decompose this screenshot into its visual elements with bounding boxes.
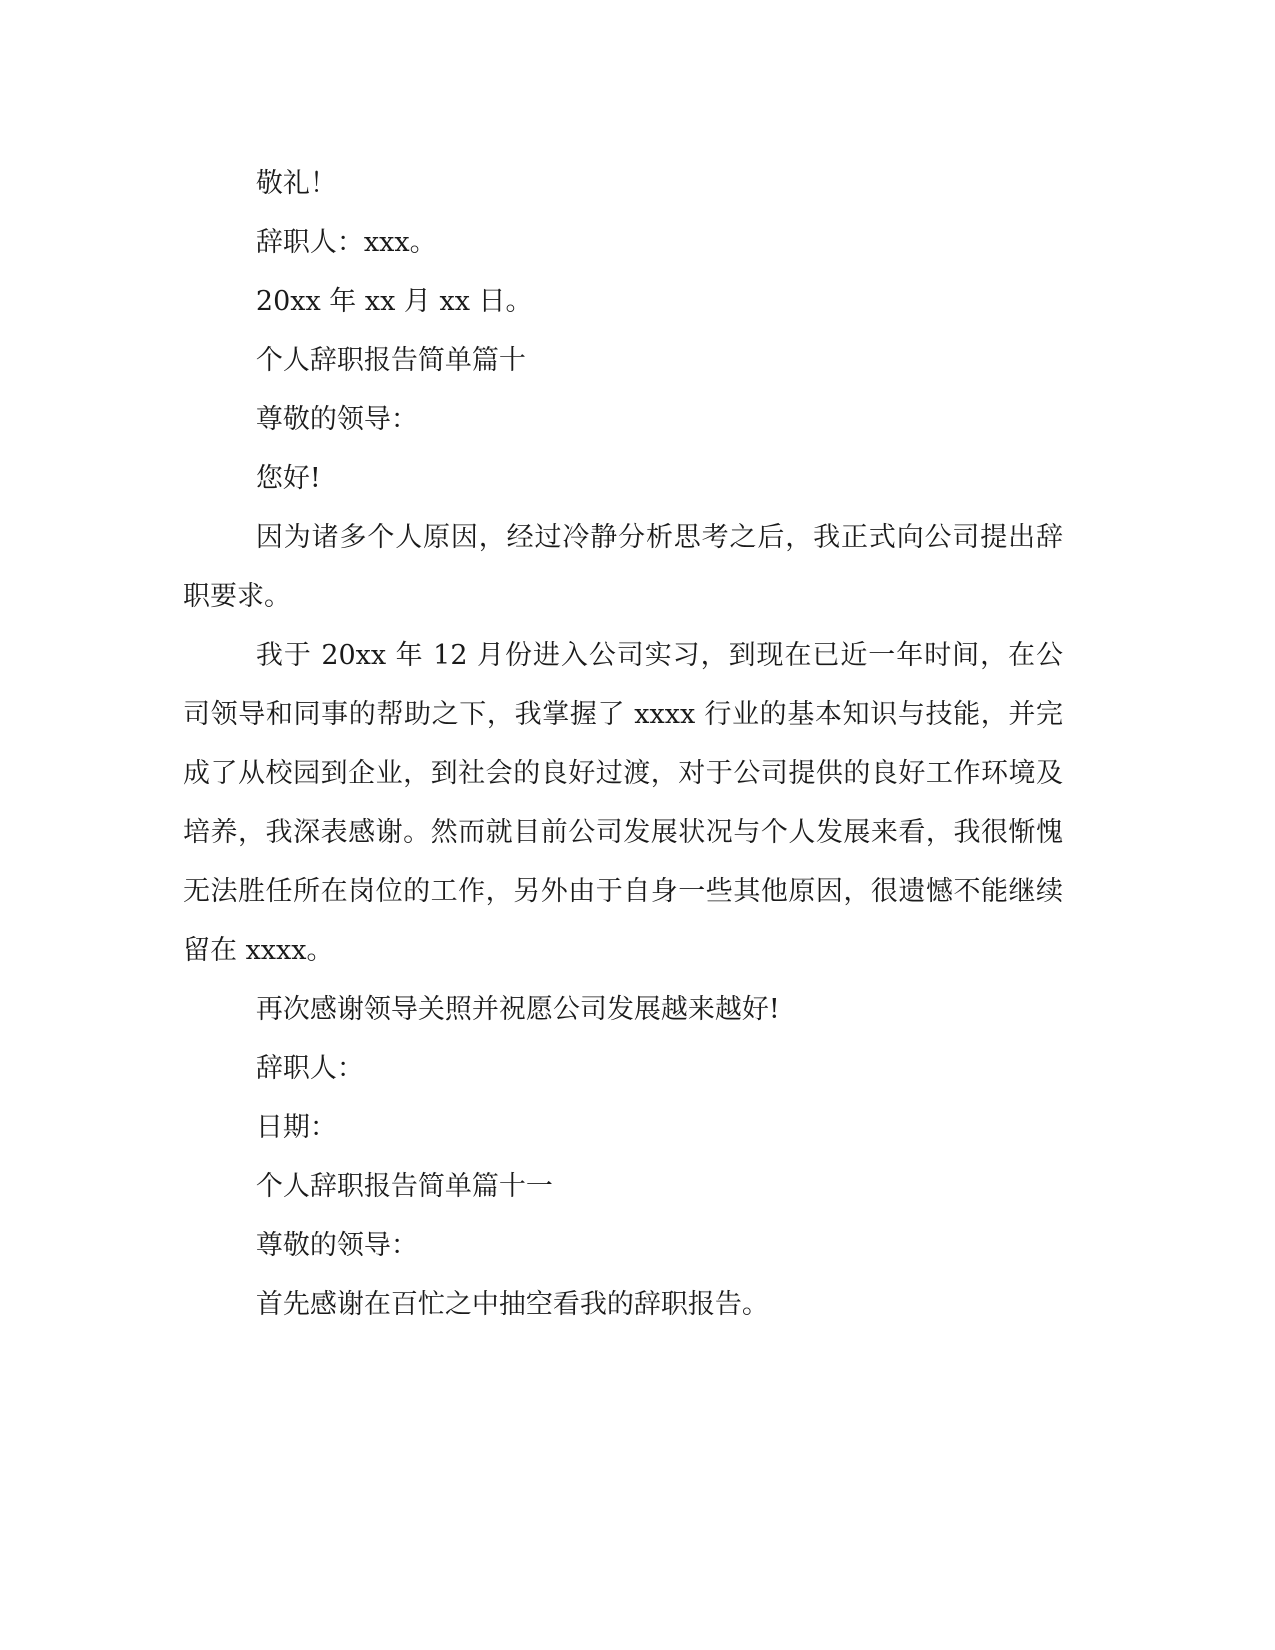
letter-salutation: 尊敬的领导： <box>255 1230 418 1261</box>
document-body <box>183 154 1063 1334</box>
signature-date: 20xx 年 xx 月 xx 日。 <box>255 286 533 317</box>
date-label: 日期： <box>255 1112 337 1143</box>
closing-salutation: 敬礼！ <box>255 168 337 199</box>
section-title: 个人辞职报告简单篇十 <box>255 345 526 376</box>
thanks-paragraph: 再次感谢领导关照并祝愿公司发展越来越好! <box>255 994 780 1025</box>
body-paragraph: 我于 20xx 年 12 月份进入公司实习，到现在已近一年时间，在公司领导和同事的帮助之下，我掌握了 xxxx 行业的基本知识与技能，并完成了从校园到企业，到社会的良好过渡，对于公司提供的良好工作环境及培养，我深表感谢。然而就目前公司发展状况与个人发展来看，我很惭愧无法胜任所在岗位的工作，另外由于自身一些其他原因，很遗憾不能继续留在 xxxx。 <box>183 640 1063 966</box>
letter-greeting: 您好! <box>255 463 321 494</box>
section-title: 个人辞职报告简单篇十一 <box>255 1171 553 1202</box>
resigner-signature: 辞职人：xxx。 <box>255 227 437 258</box>
resigner-label: 辞职人： <box>255 1053 364 1084</box>
body-paragraph: 因为诸多个人原因，经过冷静分析思考之后，我正式向公司提出辞职要求。 <box>183 522 1063 612</box>
body-paragraph: 首先感谢在百忙之中抽空看我的辞职报告。 <box>255 1289 769 1320</box>
letter-salutation: 尊敬的领导： <box>255 404 418 435</box>
